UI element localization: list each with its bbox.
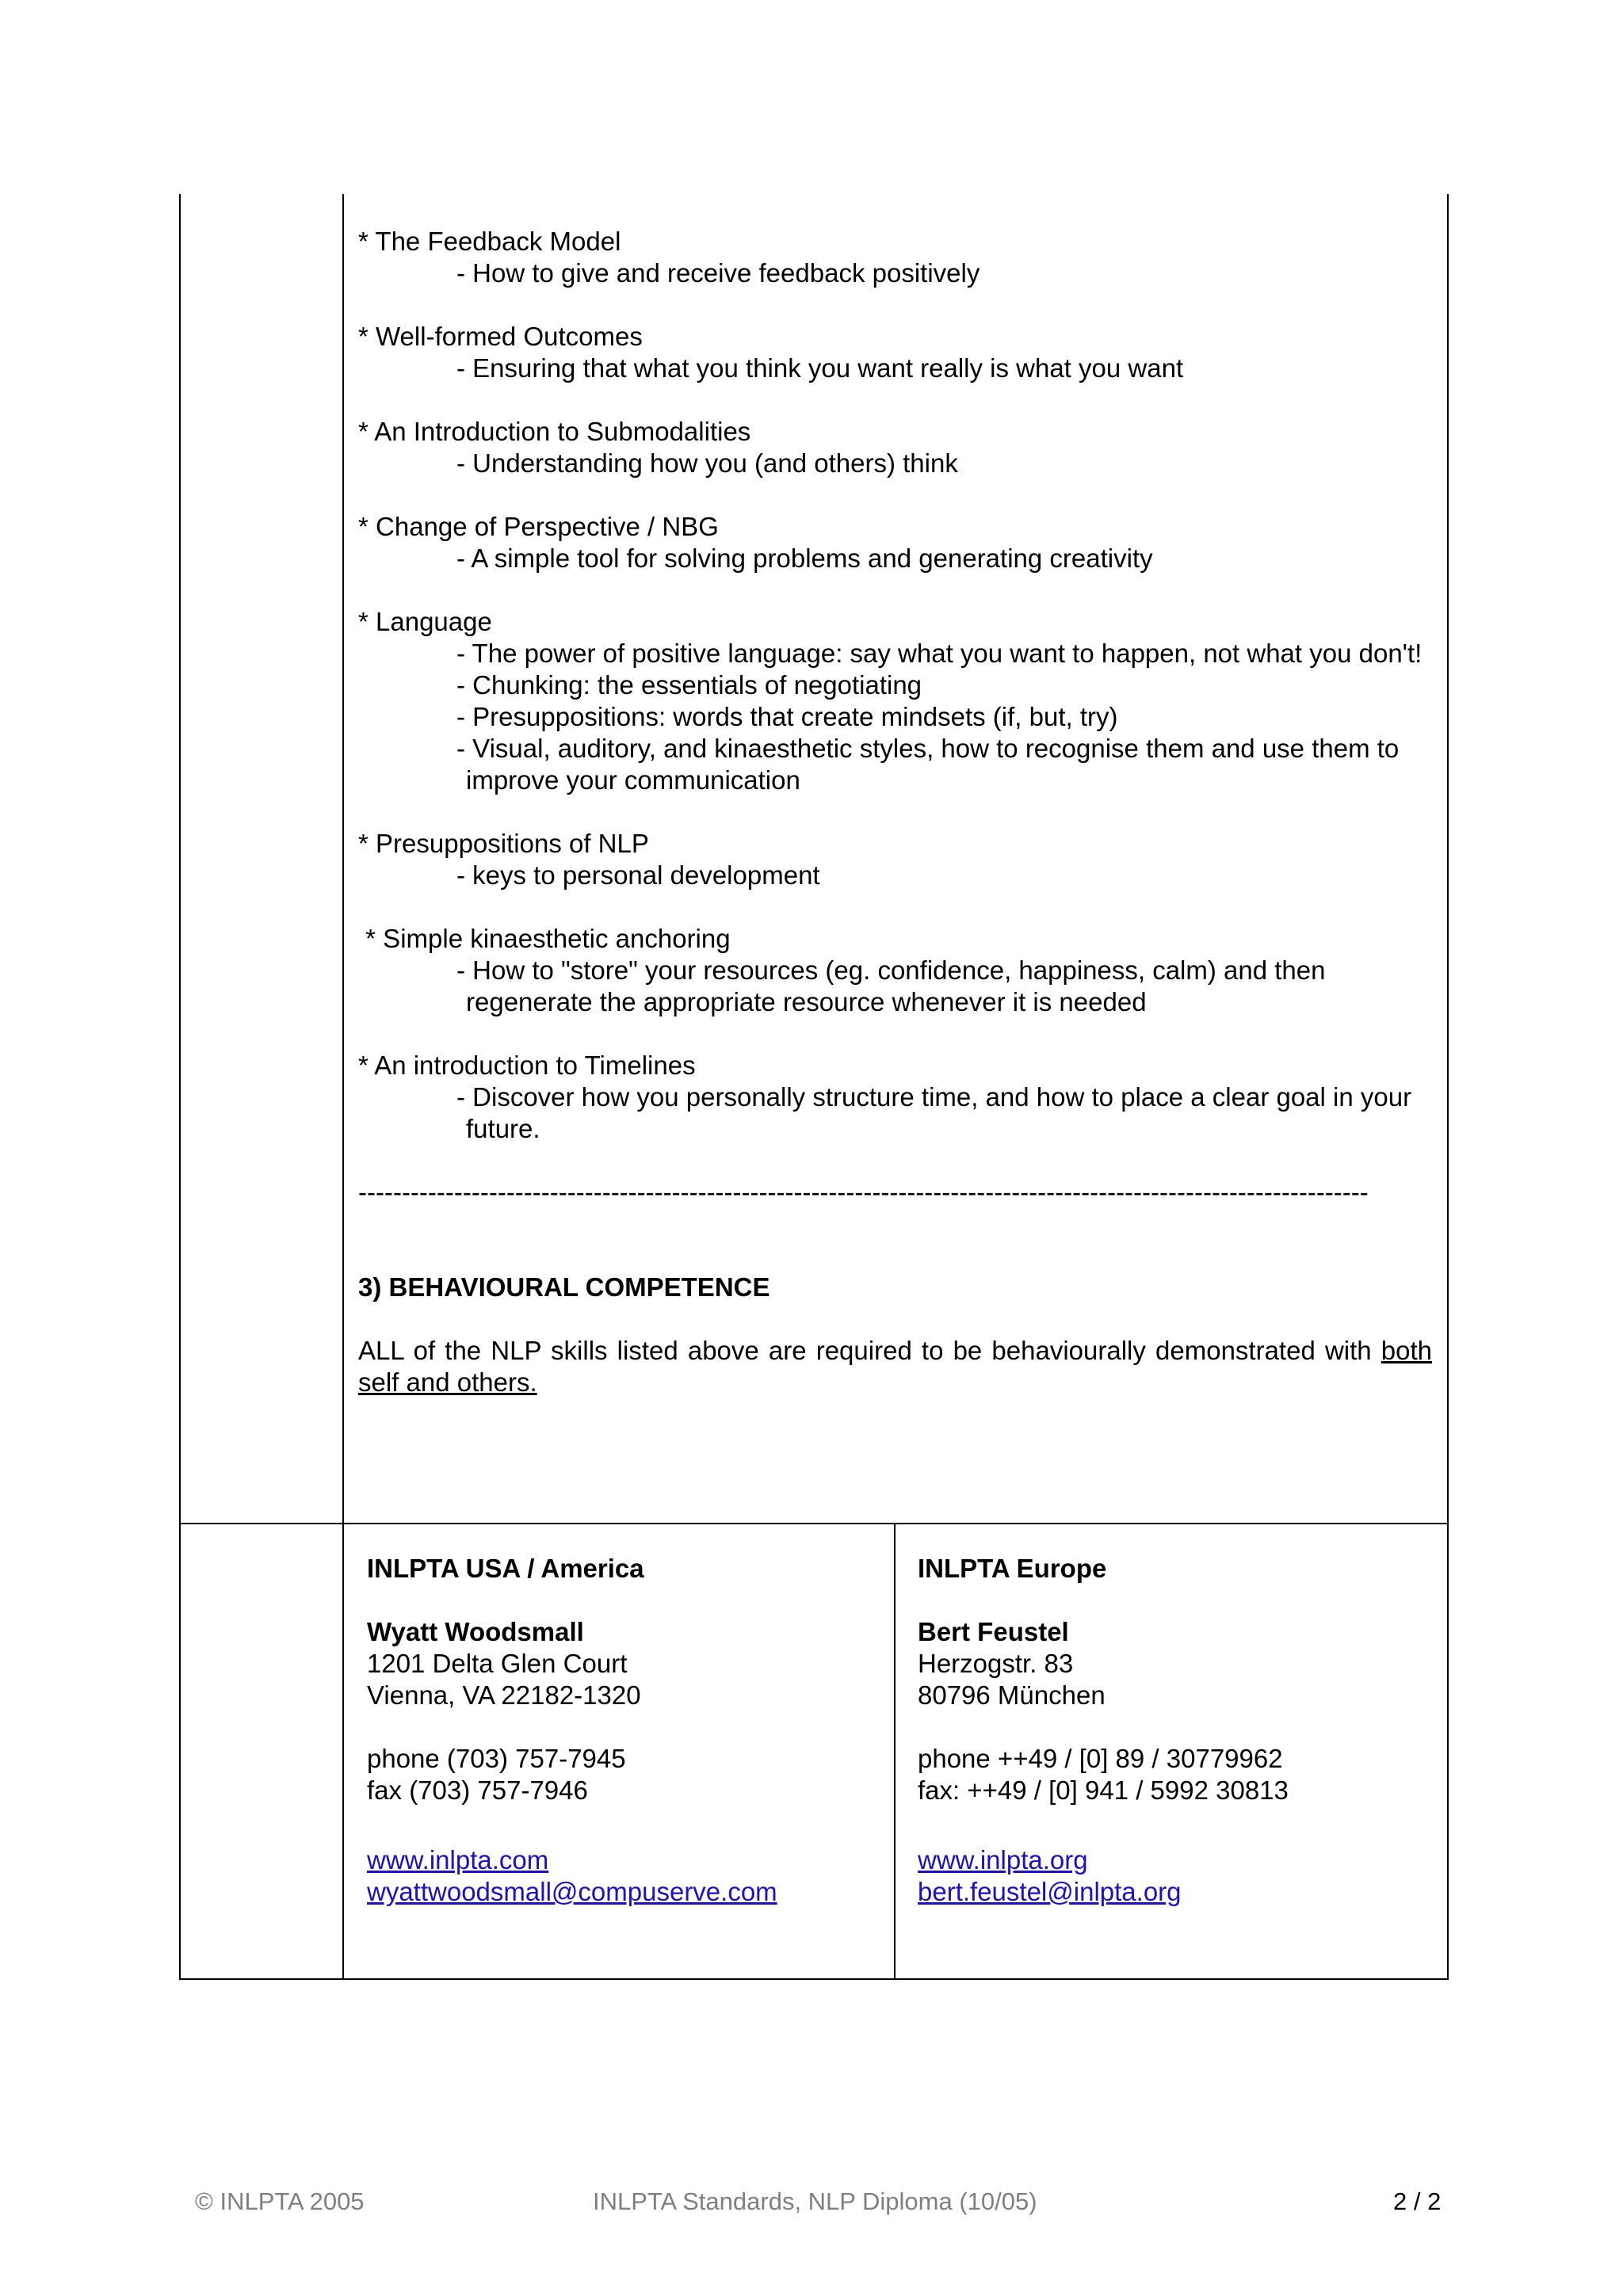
topic-item	[358, 511, 1432, 574]
table-border-bottom	[179, 1978, 1449, 1980]
topic-item	[358, 226, 1432, 289]
behavioural-competence-text	[358, 1335, 1432, 1398]
behavioural-competence-heading: 3) BEHAVIOURAL COMPETENCE	[358, 1272, 770, 1302]
topic-subpoint: - keys to personal development	[456, 860, 820, 890]
table-border-right	[1447, 194, 1449, 1980]
table-contact-divider	[894, 1524, 896, 1980]
topic-item	[358, 416, 1432, 479]
contact-europe-org: INLPTA Europe	[918, 1554, 1107, 1583]
contact-usa-web-link[interactable]: www.inlpta.com	[367, 1845, 549, 1875]
topic-subpoint: - A simple tool for solving problems and generating creativity	[456, 543, 1153, 573]
topic-title: * Language	[358, 607, 492, 636]
table-border-left	[179, 194, 181, 1980]
contact-usa-fax: fax (703) 757-7946	[367, 1775, 588, 1805]
footer-document-title: INLPTA Standards, NLP Diploma (10/05)	[593, 2187, 1037, 2215]
topic-title: * Well-formed Outcomes	[358, 322, 643, 351]
topic-title: * The Feedback Model	[358, 227, 621, 256]
topic-title: * An Introduction to Submodalities	[358, 417, 751, 446]
contact-usa	[367, 1553, 777, 1908]
topic-subpoint: - Ensuring that what you think you want really is what you want	[456, 353, 1184, 383]
contact-usa-email-link[interactable]: wyattwoodsmall@compuserve.com	[367, 1877, 777, 1906]
contact-usa-org: INLPTA USA / America	[367, 1554, 644, 1583]
topics-container	[358, 226, 1432, 1145]
behavioural-text-underlined: both self and others.	[358, 1336, 1432, 1397]
topic-item	[358, 321, 1432, 384]
topic-title: * Presuppositions of NLP	[358, 829, 649, 858]
topic-subpoint: - Presuppositions: words that create mindsets (if, but, try)	[456, 702, 1118, 731]
topic-title: * Simple kinaesthetic anchoring	[358, 924, 731, 953]
topic-item	[358, 828, 1432, 891]
topic-title: * Change of Perspective / NBG	[358, 512, 719, 541]
topic-subpoint: - The power of positive language: say what you want to happen, not what you don't!	[456, 639, 1423, 668]
topic-subpoint: - How to give and receive feedback positively	[456, 258, 980, 288]
contact-usa-address2: Vienna, VA 22182-1320	[367, 1680, 641, 1710]
table-row-divider	[179, 1523, 1449, 1524]
contact-europe-name: Bert Feustel	[918, 1617, 1069, 1646]
contact-europe-address2: 80796 München	[918, 1680, 1106, 1710]
topic-item	[358, 923, 1432, 1018]
topic-item	[358, 1050, 1432, 1145]
footer-copyright: © INLPTA 2005	[195, 2187, 365, 2215]
contact-europe-address1: Herzogstr. 83	[918, 1649, 1074, 1678]
contact-usa-address1: 1201 Delta Glen Court	[367, 1649, 628, 1678]
topic-item	[358, 606, 1432, 796]
contact-usa-phone: phone (703) 757-7945	[367, 1744, 626, 1773]
table-column-divider	[342, 194, 344, 1980]
contact-europe-web-link[interactable]: www.inlpta.org	[918, 1845, 1088, 1875]
topic-subpoint: - Chunking: the essentials of negotiating	[456, 670, 922, 700]
topic-subpoint: - Understanding how you (and others) think	[456, 448, 958, 478]
contact-usa-name: Wyatt Woodsmall	[367, 1617, 584, 1646]
contact-europe-fax: fax: ++49 / [0] 941 / 5992 30813	[918, 1775, 1289, 1805]
section-separator: --------------------------------------------------------------------------------------------------------------------	[358, 1177, 1369, 1207]
topic-subpoint: - Discover how you personally structure time, and how to place a clear goal in your future.	[456, 1082, 1412, 1143]
topic-subpoint: - Visual, auditory, and kinaesthetic styles, how to recognise them and use them to improve your communication	[456, 734, 1400, 795]
behavioural-text-main: ALL of the NLP skills listed above are required to be behaviourally demonstrated with	[358, 1336, 1381, 1365]
contact-europe-email-link[interactable]: bert.feustel@inlpta.org	[918, 1877, 1182, 1906]
footer-page-number: 2 / 2	[1393, 2187, 1442, 2215]
topic-list	[358, 226, 1432, 1398]
contact-europe-phone: phone ++49 / [0] 89 / 30779962	[918, 1744, 1283, 1773]
topic-title: * An introduction to Timelines	[358, 1051, 696, 1080]
contact-europe	[918, 1553, 1289, 1908]
topic-subpoint: - How to "store" your resources (eg. confidence, happiness, calm) and then regenerate the appropriate resource whenever it is needed	[456, 955, 1326, 1016]
